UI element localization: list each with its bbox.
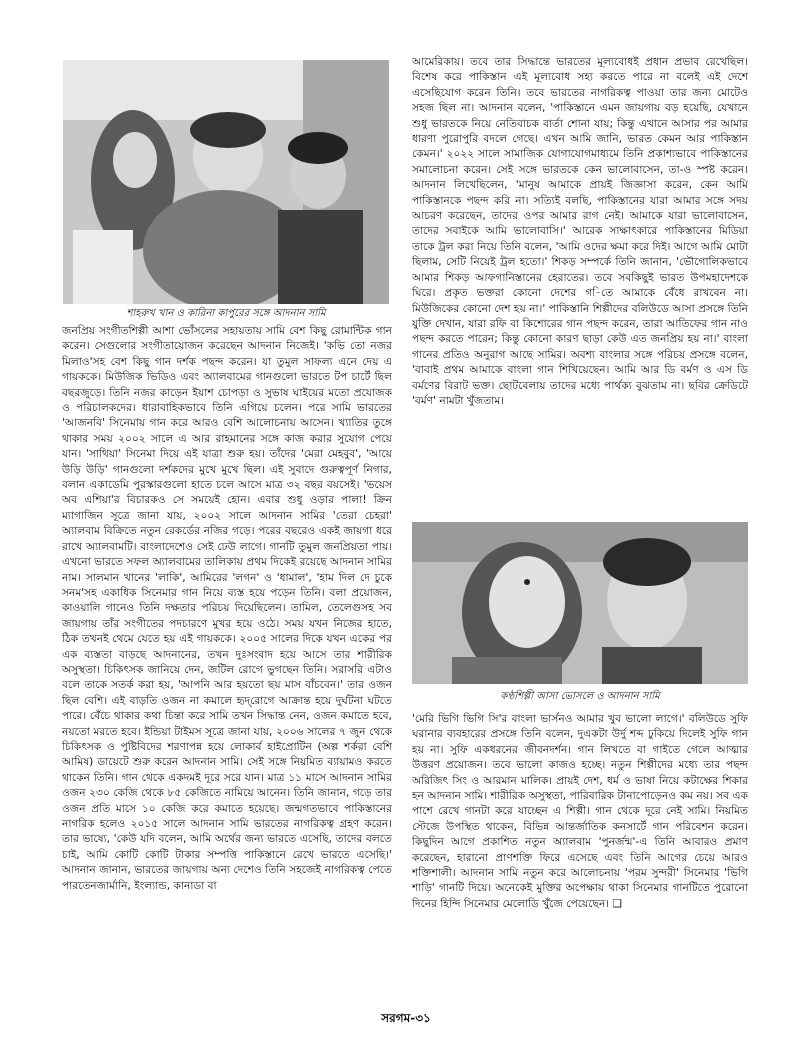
- right-column-top-paragraph: আমেরিকায়। তবে তার সিদ্ধান্তে ভারতের মূল্যবোধই প্রধান প্রভাব রেখেছিল। বিশেষ করে পাকিস্তান এই মূল্যবোধ সহ্য করতে পারে না বলেই এই দেশে এসেছিযোগ করেন তিনি। তবে ভারতের নাগরিকত্ব পাওয়া তার জন্য মোটেও সহজ ছিল না। আদনান বলেন, 'পাকিস্তানে এমন জায়গায় বড় হয়েছি, যেখানে শুধু ভারতকে নিয়ে নেতিবাচক বার্তা শোনা যায়; কিন্তু এখানে আসার পর আমার ধারণা পুরোপুরি বদলে গেছে। এখন আমি জানি, ভারত কেমন আর পাকিস্তান কেমন।' ২০২২ সালে সামাজিক যোগাযোগমাধ্যমে তিনি প্রকাশ্যভাবে পাকিস্তানের সমালোচনা করেন। সেই সঙ্গে ভারতকে কেন ভালোবাসেন, তা-ও স্পষ্ট করেন। আদনান লিখেছিলেন, 'মানুষ আমাকে প্রায়ই জিজ্ঞাসা করেন, কেন আমি পাকিস্তানকে পছন্দ করি না। সত্যিই বলছি, পাকিস্তানের যারা আমার সঙ্গে সদয় আচরণ করেছেন, তাদের ওপর আমার রাগ নেই। আমাকে যারা ভালোবাসেন, তাদের সবাইকে আমি ভালোবাসি।' আরেক সাক্ষাৎকারে পাকিস্তানের মিডিয়া তাকে ট্রল করা নিয়ে তিনি বলেন, 'আমি ওদের ক্ষমা করে দিই। আগে আমি মোটা ছিলাম, সেটি নিয়েই ট্রল হতো।' শিকড় সম্পর্কে তিনি জানান, 'ভৌগোলিকভাবে আমার শিকড় আফগানিস্তানের হেরাতের। তবে সবকিছুই ভারত উপমহাদেশকে ঘিরে। প্রকৃত ভক্তরা কোনো দেশের গ-িতে আমাকে বেঁধে রাখবেন না। মিউজিকের কোনো দেশ হয় না।' পাকিস্তানি শিল্পীদের বলিউডে আসা প্রসঙ্গে তিনি যুক্তি দেখান, যারা রফি বা কিশোরের গান পছন্দ করেন, তারা আতিফের গান নাও পছন্দ করতে পারেন; কিন্তু কোনো কারণ ছাড়া কেউ এত জনপ্রিয় হয় না।' বাংলা গানের প্রতিও অনুরাগ আছে সামির। অবশ্য বাংলার সঙ্গে পরিচয় প্রসঙ্গে বলেন, 'বাবাই প্রথম আমাকে বাংলা গান শিখিয়েছেন। আমি আর ডি বর্মণ ও এস ডি বর্মণের বিরাট ভক্ত। ছোটবেলায় তাদের মধ্যে পার্থক্য বুঝতাম না। ছবির ক্রেডিটে 'বর্মণ' নামটা খুঁজতাম।: [412, 56, 748, 407]
- right-column-bottom-text: [412, 712, 748, 996]
- left-column-text: [62, 324, 392, 994]
- right-column-bottom-paragraph: 'মেরি ভিগি ভিগি সি'র বাংলা ভার্সনও আমার খুব ভালো লাগে।' বলিউডে সুফি ঘরানার ব্যবহারের প্রসঙ্গে তিনি বলেন, দুএকটা উর্দু শব্দ ঢুকিয়ে দিলেই সুফি গান হয় না। সুফি একধরনের জীবনদর্শন। গান লিখতে বা গাইতে গেলে আত্মার উত্তরণ প্রয়োজন। তবে ভালো কাজও হচ্ছে। নতুন শিল্পীদের মধ্যে তার পছন্দ অরিজিৎ সিং ও আরমান মালিক। প্রায়ই দেশ, ধর্ম ও ভাষা নিয়ে কটাক্ষের শিকার হন আদনান সামি। শারীরিক অসুস্থতা, পারিবারিক টানাপোড়েনও কম নয়। সব এক পাশে রেখে গানটা করে যাচ্ছেন এ শিল্পী। গান থেকে দূরে নেই সামি। নিয়মিত স্টেজে উপস্থিত থাকেন, বিভিন্ন আন্তর্জাতিক কনসার্টে গান পরিবেশন করেন। কিছুদিন আগে প্রকাশিত নতুন অ্যালবাম 'পুনর্জন্ম'-এ তিনি আবারও প্রমাণ করেছেন, হারানো প্রাণশক্তি ফিরে এসেছে এবং তিনি আগের চেয়ে আরও শক্তিশালী। আদনান সামি নতুন করে আলোচনায় 'পরম সুন্দরী' সিনেমার 'ভিগি শাড়ি' গানটি দিয়ে। অনেকেই মুক্তির অপেক্ষায় থাকা সিনেমার গানটিতে পুরোনো দিনের হিন্দি সিনেমার মেলোডি খুঁজে পেয়েছেন। ❑: [412, 713, 748, 910]
- right-column-top-text: [412, 55, 748, 517]
- photo1-caption: শাহরুখ খান ও কারিনা কাপুরের সঙ্গে আদনান সামি: [126, 308, 326, 319]
- left-column-paragraph: জনপ্রিয় সংগীতশিল্পী আশা ভোঁসলের সহায়তায় সামি বেশ কিছু রোমান্টিক গান করেন। সেগুলোর সংগীতায়োজন করেছেন আদনান নিজেই। 'কভি তো নজর মিলাও'সহ বেশ কিছু গান দর্শক পছন্দ করেন। যা তুমুল সাফল্য এনে দেয় এ গায়ককে। মিউজিক ভিডিও এবং অ্যালবামের গানগুলো ভারতে টপ চার্টে ছিল বছরজুড়ে। তিনি নজর কাড়েন ইয়াশ চোপড়া ও সুভাষ ঘাইয়ের মতো প্রযোজক ও পরিচালকদের। ধারাবাহিকভাবে তিনি এগিয়ে চলেন। পরে সামি ভারতের 'আজনবি' সিনেমায় গান করে আরও বেশি আলোচনায় আসেন। খ্যাতির তুঙ্গে থাকার সময় ২০০২ সালে এ আর রাহমানের সঙ্গে কাজ করার সুযোগ পেয়ে যান। 'সাথিয়া' সিনেমা দিয়ে এই যাত্রা শুরু হয়। তাঁদের 'মেরা মেহবুব', 'আয়ে উড়ি উড়ি' গানগুলো দর্শকদের মুখে মুখে ছিল। এই সুবাদে গুরুত্বপূর্ণ নিগার, বলান একাডেমি পুরস্কারগুলো হাতে চলে আসে মাত্র ৩২ বছর বয়সেই। 'ভয়েস অব এশিয়া'র বিচারকও সে সময়েই হোন। এবার শুধু ওড়ার পালা! ক্রিন ম্যাগাজিন সূত্রে জানা যায়, ২০০২ সালে আদনান সামির 'তেরা চেহরা' অ্যালবাম বিক্রিতে নতুন রেকর্ডের নজির গড়ে। পরের বছরেও একই জায়গা ধরে রাখে অ্যালবামটি। বাংলাদেশেও সেই ঢেউ লাগে। গানটি তুমুল জনপ্রিয়তা পায়। এখনো ভারতে সফল অ্যালবামের তালিকায় প্রথম দিকেই রয়েছে আদনান সামির নাম। সালমান খানের 'লাকি', আমিরের 'লগন' ও 'ধামাল', 'হাম দিল দে চুকে সনম'সহ একাধিক সিনেমার গান নিয়ে ব্যস্ত হয়ে পড়েন তিনি। বলা প্রয়োজন, কাওয়ালি গানেও তিনি দক্ষতার পরিচয় দিয়েছিলেন। তামিল, তেলেগুসহ সব জায়গায় তাঁর সংগীতের পদচারণে মুখর হয়ে ওঠে। সময় যখন নিজের হাতে, ঠিক তখনই থেমে যেতে হয় এই গায়ককে। ২০০৫ সালের দিকে যখন একের পর এক ব্যস্ততা বাড়ছে আদনানের, তখন দুঃসংবাদ হয়ে আসে তার শারীরিক অসুস্থতা। চিকিৎসক জানিয়ে দেন, জটিল রোগে ভুগছেন তিনি। সরাসরি এটাও বলে তাকে সতর্ক করা হয়, 'আপনি আর হয়তো ছয় মাস বাঁচবেন।' তার ওজন ছিল বেশি। এই বাড়তি ওজন না কমালে হৃদ্‌রোগে আক্রান্ত হয়ে দুর্ঘটনা ঘটতে পারে। বেঁচে থাকার কথা চিন্তা করে সামি তখন সিদ্ধান্ত নেন, ওজন কমাতে হবে, নয়তো মরতে হবে। ইন্ডিয়া টাইমস সূত্রে জানা যায়, ২০০৬ সালের ৭ জুন থেকে চিকিৎসক ও পুষ্টিবিদের শরণাপন্ন হয়ে লোকার্ব হাইপ্রোটিন (অল্প শর্করা বেশি আমিষ) ডায়েটে শুরু করেন আদনান সামি। সেই সঙ্গে নিয়মিত ব্যায়ামও করতে থাকেন তিনি। গান থেকে একদমই দূরে সরে যান। মাত্র ১১ মাসে আদনান সামির ওজন ২৩০ কেজি থেকে ৮৫ কেজিতে নামিয়ে আনেন। তিনি জানান, গড়ে তার ওজন প্রতি মাসে ১০ কেজি করে কমাতে হয়েছে। জন্মগতভাবে পাকিস্তানের নাগরিক হলেও ২০১৫ সালে আদনান সামি ভারতের নাগরিকত্ব গ্রহণ করেন। তার ভাষ্যে, 'কেউ যদি বলেন, আমি অর্থের জন্য ভারতে এসেছি, তাদের বলতে চাই, আমি কোটি কোটি টাকার সম্পত্তি পাকিস্তানে রেখে ভারতে এসেছি।' আদনান জানান, ভারতের জায়গায় অন্য দেশেও তিনি সহজেই নাগরিকত্ব পেতে পারতেনজার্মানি, ইংল্যান্ড, কানাডা বা: [62, 325, 392, 892]
- photo-shahrukh-kareena-adnan: [63, 60, 389, 304]
- photo-illustration: [63, 60, 389, 304]
- page-number: সরগম-৩১: [381, 1011, 431, 1025]
- photo2-caption: কণ্ঠশিল্পী আসা ভোসলে ও আদনান সামি: [500, 691, 660, 702]
- photo-illustration-2: [412, 522, 748, 684]
- photo-asha-bhosle-adnan: [412, 522, 748, 684]
